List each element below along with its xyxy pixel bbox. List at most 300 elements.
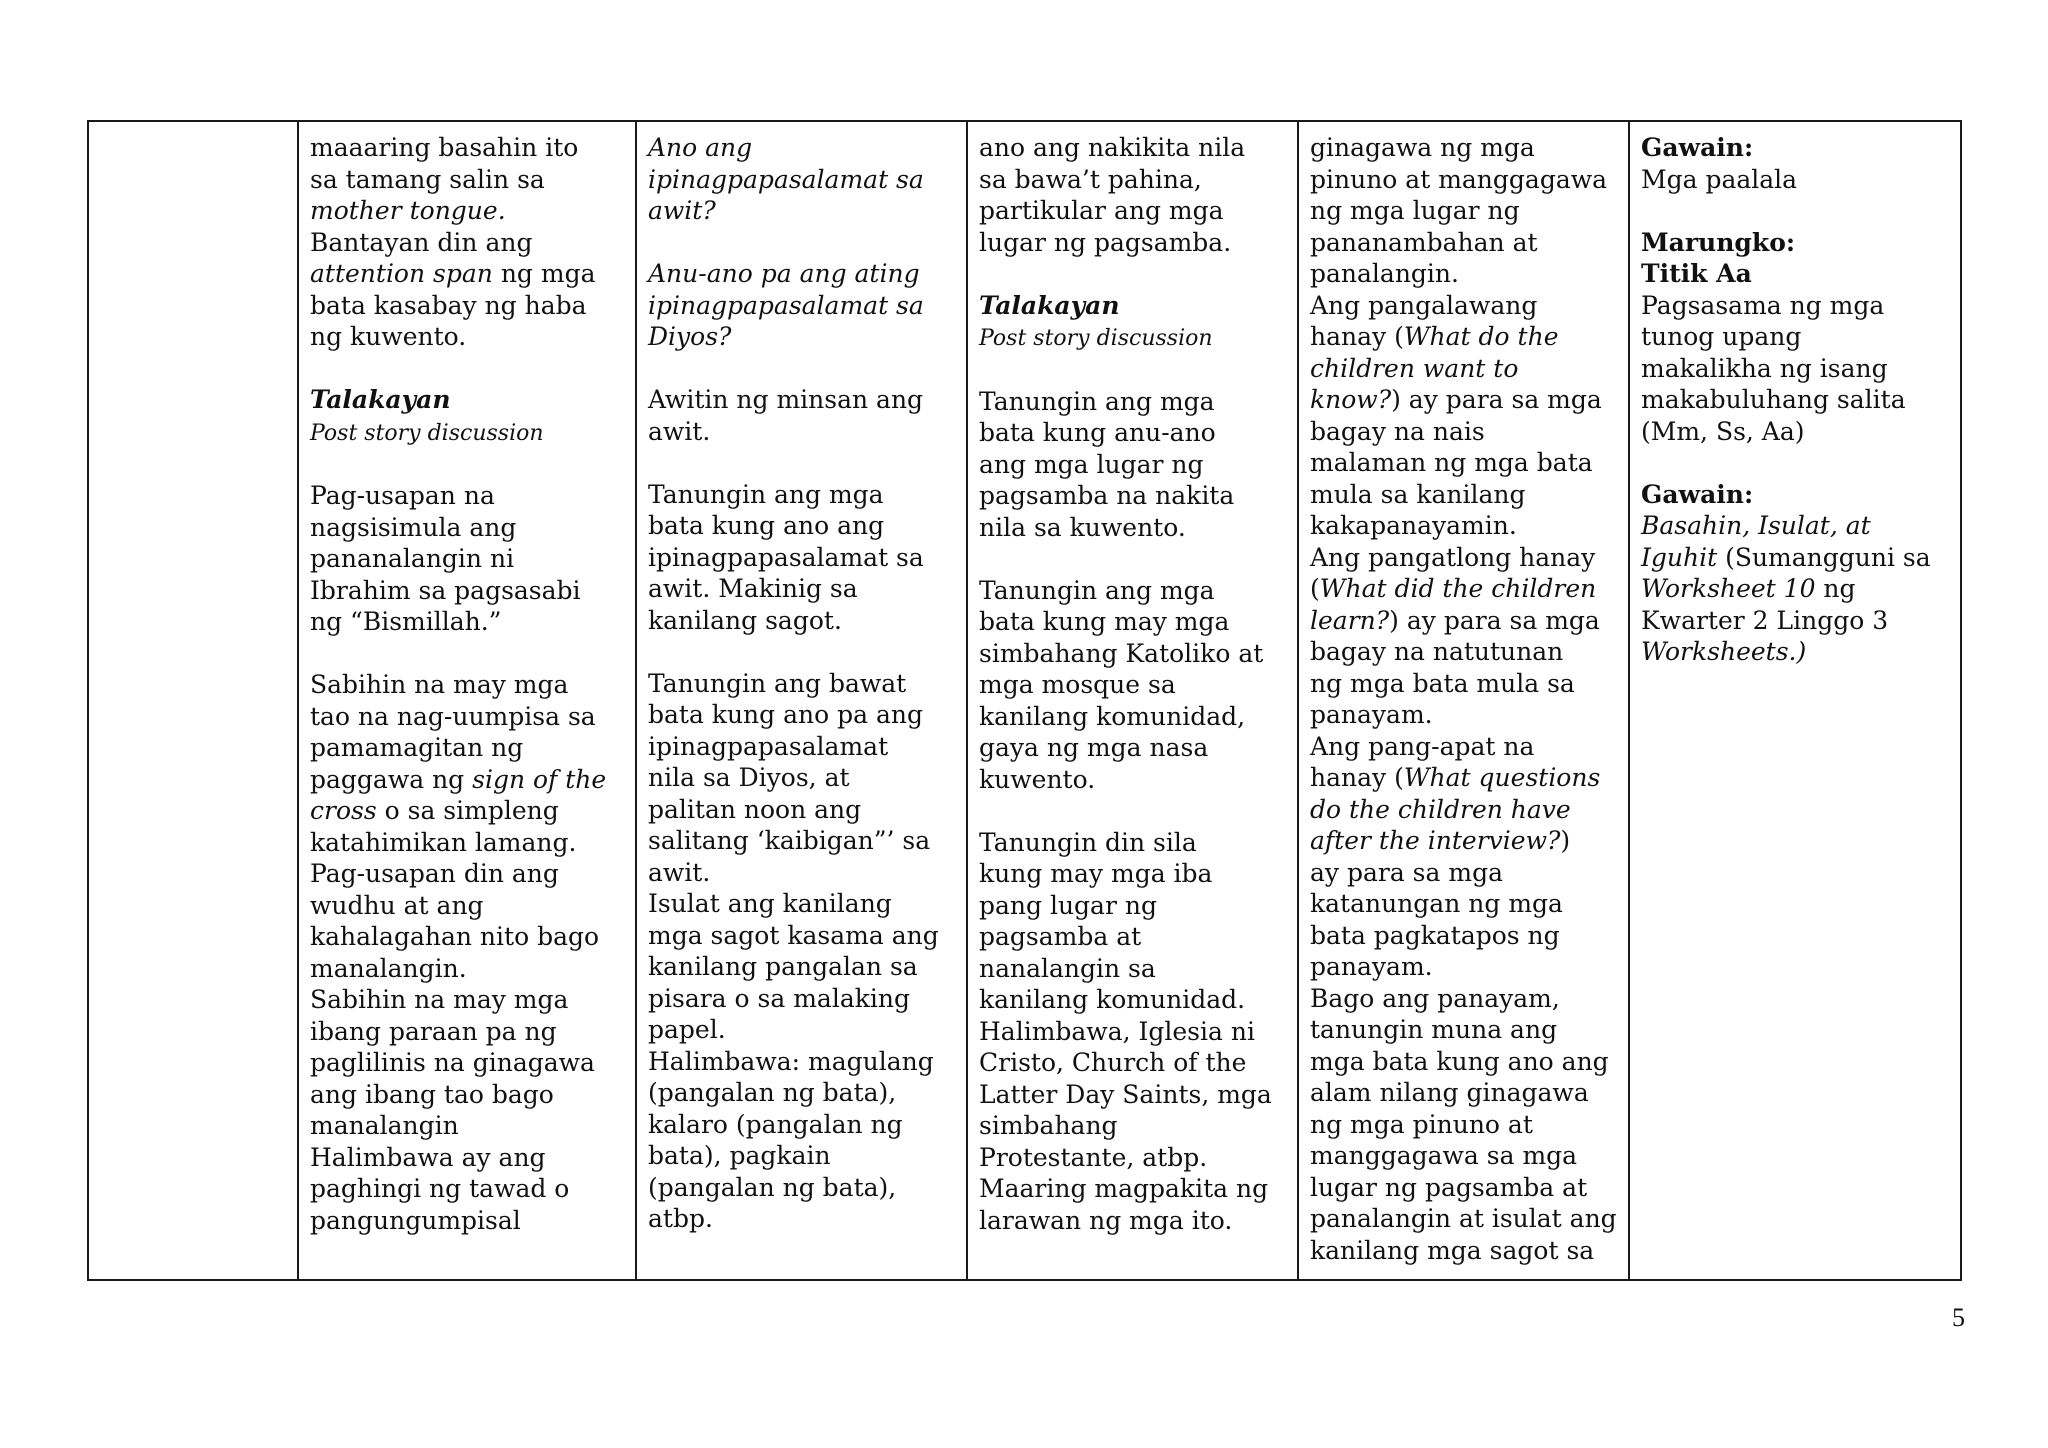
text-run: simbahang <box>979 1111 1118 1140</box>
text-run: Post story discussion <box>310 420 544 446</box>
text-line <box>1641 164 1950 196</box>
text-line <box>979 1205 1287 1237</box>
table-cell-blank <box>88 121 298 1280</box>
text-line <box>310 543 625 575</box>
text-line <box>648 195 956 227</box>
text-line <box>1310 1046 1618 1078</box>
text-run: Pagsasama ng mga <box>1641 290 1885 320</box>
text-line <box>979 1173 1287 1205</box>
text-run: Isulat ang kanilang <box>648 889 892 918</box>
text-run: Latter Day Saints, mga <box>979 1079 1272 1109</box>
text-line <box>310 669 625 701</box>
text-run: Sabihin na may mga <box>310 985 569 1014</box>
text-run: Mga paalala <box>1641 164 1798 194</box>
text-line <box>1641 573 1950 605</box>
text-line <box>1641 132 1950 164</box>
text-line <box>979 164 1287 196</box>
text-line <box>648 1109 956 1141</box>
text-line <box>1310 258 1618 290</box>
text-line <box>979 1047 1287 1079</box>
text-run: Tanungin ang bawat <box>648 668 907 698</box>
text-line <box>979 638 1287 670</box>
text-line <box>1310 1235 1618 1267</box>
text-line <box>1310 605 1618 637</box>
text-run: cross <box>310 796 377 825</box>
text-line <box>1310 384 1618 416</box>
text-run: ) ay para sa mga <box>1391 385 1602 414</box>
text-run: attention span <box>310 259 493 288</box>
text-line <box>310 195 625 227</box>
text-run: salitang ‘kaibigan”’ sa <box>648 826 931 855</box>
text-line <box>1641 290 1950 322</box>
text-run: Ang pangalawang <box>1310 290 1538 320</box>
text-run: Gawain: <box>1641 479 1754 509</box>
text-run: sign of the <box>472 764 607 794</box>
table-cell-column-6 <box>1629 121 1961 1280</box>
text-run: makalikha ng isang <box>1641 353 1888 383</box>
text-run: What do the <box>1403 322 1559 351</box>
text-line <box>310 1047 625 1079</box>
text-run: mga mosque sa <box>979 670 1176 699</box>
text-line <box>1310 951 1618 983</box>
text-line <box>648 416 956 448</box>
text-line <box>1310 321 1618 353</box>
text-line <box>1310 983 1618 1015</box>
text-line <box>1310 132 1618 164</box>
text-run: sa tamang salin sa <box>310 164 545 194</box>
text-run: ay para sa mga <box>1310 857 1503 887</box>
text-run: nagsisimula ang <box>310 512 517 542</box>
text-run: bata pagkatapos ng <box>1310 920 1560 950</box>
text-run: ng mga pinuno at <box>1310 1109 1533 1139</box>
text-line <box>1310 699 1618 731</box>
text-line <box>648 1203 956 1235</box>
text-run: hanay ( <box>1310 322 1404 351</box>
text-run: Pag-usapan din ang <box>310 859 559 888</box>
text-run: Titik Aa <box>1641 259 1752 288</box>
text-line <box>979 764 1287 796</box>
text-run: manalangin <box>310 1111 459 1140</box>
text-run: paghingi ng tawad o <box>310 1174 570 1203</box>
text-line <box>648 1172 956 1204</box>
text-run: mga bata kung ano ang <box>1310 1046 1609 1076</box>
text-line <box>1641 353 1950 385</box>
text-run: partikular ang mga <box>979 196 1224 225</box>
text-line <box>648 132 956 164</box>
text-run: Awitin ng minsan ang <box>648 385 924 414</box>
text-run: Maaring magpakita ng <box>979 1174 1269 1203</box>
text-line <box>310 321 625 353</box>
text-run: mga sagot kasama ang <box>648 920 939 950</box>
text-run: Sabihin na may mga <box>310 670 569 699</box>
text-run: katahimikan lamang. <box>310 827 577 857</box>
text-run: Ang pang-apat na <box>1310 731 1535 761</box>
text-run: ang ibang tao bago <box>310 1079 554 1109</box>
text-run: Tanungin ang mga <box>979 575 1215 605</box>
text-run: Protestante, atbp. <box>979 1142 1208 1172</box>
text-run: ng mga bata mula sa <box>1310 668 1575 698</box>
text-line <box>979 417 1287 449</box>
text-run: lugar ng pagsamba. <box>979 227 1232 257</box>
text-run: bata kung ano ang <box>648 511 885 540</box>
blank-line <box>648 636 956 668</box>
text-line <box>648 794 956 826</box>
text-line <box>310 290 625 322</box>
text-run: Tanungin ang mga <box>648 479 884 509</box>
text-run: Post story discussion <box>979 326 1213 351</box>
text-run: bata kung ano pa ang <box>648 700 923 729</box>
text-run: Kwarter 2 Linggo 3 <box>1641 605 1889 635</box>
text-line <box>1641 384 1950 416</box>
text-line <box>1310 1109 1618 1141</box>
text-run: larawan ng mga ito. <box>979 1205 1233 1235</box>
table-cell-column-5 <box>1298 121 1629 1280</box>
text-run: ng mga <box>492 259 596 288</box>
text-line <box>979 1110 1287 1142</box>
text-run: ang mga lugar ng <box>979 449 1204 479</box>
text-run: Talakayan <box>310 385 451 414</box>
text-run: What questions <box>1403 763 1601 792</box>
text-line <box>1310 227 1618 259</box>
text-run: paggawa ng <box>310 764 473 794</box>
text-line <box>648 1140 956 1172</box>
text-run: gaya ng mga nasa <box>979 733 1209 762</box>
blank-line <box>979 258 1287 290</box>
text-line <box>310 827 625 859</box>
text-run: awit. Makinig sa <box>648 574 858 603</box>
table-cell-column-2 <box>298 121 636 1280</box>
text-line <box>310 701 625 733</box>
text-run: tunog upang <box>1641 322 1802 351</box>
text-run: children want to <box>1310 353 1519 383</box>
text-line <box>1310 164 1618 196</box>
text-run: Diyos? <box>648 322 732 351</box>
text-line <box>648 573 956 605</box>
text-run: do the children have <box>1310 794 1571 824</box>
text-run: manggagawa sa mga <box>1310 1141 1578 1170</box>
text-line <box>979 732 1287 764</box>
text-run: pananalangin ni <box>310 544 515 573</box>
text-line <box>1641 416 1950 448</box>
text-line <box>1310 636 1618 668</box>
text-run: pinuno at manggagawa <box>1310 164 1608 194</box>
text-line <box>310 227 625 259</box>
text-line <box>648 983 956 1015</box>
text-run: papel. <box>648 1015 726 1044</box>
text-line <box>979 701 1287 733</box>
text-line <box>648 1014 956 1046</box>
text-run: palitan noon ang <box>648 794 862 824</box>
text-line <box>310 575 625 607</box>
text-run: ng <box>1815 574 1856 603</box>
text-line <box>648 605 956 637</box>
text-line <box>310 953 625 985</box>
text-run: (Mm, Ss, Aa) <box>1641 416 1805 446</box>
text-run: pananambahan at <box>1310 227 1538 257</box>
text-line <box>648 479 956 511</box>
text-line <box>310 921 625 953</box>
text-line <box>648 731 956 763</box>
text-line <box>1310 888 1618 920</box>
text-run: manalangin. <box>310 953 467 983</box>
text-run: bata), pagkain <box>648 1141 831 1170</box>
text-run: pagsamba na nakita <box>979 481 1235 510</box>
text-line <box>1641 479 1950 511</box>
text-run: sa bawa’t pahina, <box>979 164 1202 194</box>
text-run: nila sa kuwento. <box>979 512 1186 542</box>
text-run: pisara o sa malaking <box>648 983 910 1013</box>
text-line <box>310 1110 625 1142</box>
text-line <box>979 195 1287 227</box>
text-run: awit? <box>648 196 716 225</box>
text-line <box>1641 636 1950 668</box>
text-run: pagsamba at <box>979 922 1142 951</box>
text-line <box>1310 290 1618 322</box>
text-line <box>648 668 956 700</box>
text-run: Basahin, Isulat, at <box>1641 511 1871 540</box>
text-run: ginagawa ng mga <box>1310 133 1535 162</box>
text-line <box>1641 321 1950 353</box>
text-run: kanilang pangalan sa <box>648 952 918 981</box>
text-line <box>648 1046 956 1078</box>
text-run: panalangin. <box>1310 259 1459 288</box>
text-line <box>310 732 625 764</box>
text-line <box>1310 857 1618 889</box>
text-line <box>1310 1140 1618 1172</box>
text-line <box>310 1016 625 1048</box>
text-line <box>1310 510 1618 542</box>
text-line <box>648 290 956 322</box>
text-line <box>1310 794 1618 826</box>
text-line <box>1310 1014 1618 1046</box>
text-line <box>979 1016 1287 1048</box>
text-run: (pangalan ng bata), <box>648 1172 897 1202</box>
text-run: simbahang Katoliko at <box>979 638 1264 668</box>
text-run: bata kung may mga <box>979 607 1230 636</box>
text-line <box>1310 542 1618 574</box>
text-line <box>979 227 1287 259</box>
text-run: Worksheets.) <box>1641 637 1807 666</box>
text-run: ng mga lugar ng <box>1310 196 1520 225</box>
blank-line <box>310 638 625 670</box>
text-line <box>648 857 956 889</box>
text-run: Halimbawa ay ang <box>310 1142 546 1172</box>
text-line <box>1641 227 1950 259</box>
text-run: Halimbawa: magulang <box>648 1046 934 1076</box>
text-run: Tanungin ang mga <box>979 386 1215 416</box>
text-line <box>979 827 1287 859</box>
text-run: ng “Bismillah.” <box>310 607 502 636</box>
lesson-plan-table <box>87 120 1962 1281</box>
text-line <box>310 890 625 922</box>
text-run: paglilinis na ginagawa <box>310 1048 595 1077</box>
text-line <box>310 1079 625 1111</box>
text-run: ipinagpapasalamat sa <box>648 542 924 572</box>
text-line <box>1641 258 1950 290</box>
text-run: pangungumpisal <box>310 1205 521 1235</box>
text-line <box>1310 825 1618 857</box>
text-run: kanilang komunidad. <box>979 985 1246 1014</box>
page-number: 5 <box>1952 1303 1965 1332</box>
text-line <box>1310 573 1618 605</box>
text-line <box>979 1079 1287 1111</box>
text-run: know? <box>1310 385 1392 414</box>
text-run: o sa simpleng <box>376 796 559 825</box>
text-run: kalaro (pangalan ng <box>648 1109 903 1139</box>
text-run: nanalangin sa <box>979 953 1156 983</box>
text-line <box>979 921 1287 953</box>
text-line <box>1310 731 1618 763</box>
text-run: ibang paraan pa ng <box>310 1016 557 1046</box>
text-line <box>1310 1077 1618 1109</box>
text-line <box>1641 605 1950 637</box>
text-line <box>310 858 625 890</box>
text-line <box>1310 920 1618 952</box>
text-run: bagay na natutunan <box>1310 637 1564 666</box>
text-line <box>310 132 625 164</box>
text-run: ano ang nakikita nila <box>979 133 1246 162</box>
text-line <box>648 888 956 920</box>
text-line <box>979 575 1287 607</box>
text-line <box>1310 479 1618 511</box>
table-cell-column-4 <box>967 121 1298 1280</box>
text-line <box>979 132 1287 164</box>
text-run: mother tongue. <box>310 196 506 225</box>
text-run: Marungko: <box>1641 227 1796 257</box>
text-run: kuwento. <box>979 764 1096 794</box>
text-run: Pag-usapan na <box>310 481 495 510</box>
text-line <box>310 764 625 796</box>
text-line <box>1310 416 1618 448</box>
text-line <box>310 164 625 196</box>
text-run: panalangin at isulat ang <box>1310 1204 1617 1233</box>
text-run: after the interview? <box>1310 826 1561 855</box>
text-run: learn? <box>1310 605 1390 635</box>
blank-line <box>1641 447 1950 479</box>
text-line <box>648 542 956 574</box>
text-line <box>648 762 956 794</box>
blank-line <box>310 449 625 481</box>
text-line <box>1310 668 1618 700</box>
text-run: Cristo, Church of the <box>979 1048 1247 1077</box>
text-line <box>979 984 1287 1016</box>
blank-line <box>979 543 1287 575</box>
text-run: Talakayan <box>979 290 1120 320</box>
text-line <box>310 984 625 1016</box>
text-run: panayam. <box>1310 952 1433 981</box>
text-line <box>310 606 625 638</box>
text-line <box>310 1205 625 1237</box>
text-line <box>648 321 956 353</box>
text-run: Anu-ano pa ang ating <box>648 259 920 288</box>
text-run: Iguhit <box>1641 542 1718 572</box>
text-run: lugar ng pagsamba at <box>1310 1172 1588 1202</box>
blank-line <box>648 353 956 385</box>
text-run: Ano ang <box>648 133 753 162</box>
text-line <box>979 480 1287 512</box>
text-line <box>1310 1172 1618 1204</box>
text-line <box>648 951 956 983</box>
text-run: pang lugar ng <box>979 890 1157 920</box>
text-run: atbp. <box>648 1204 713 1233</box>
text-run: kanilang sagot. <box>648 605 842 635</box>
text-run: Tanungin din sila <box>979 827 1197 857</box>
text-run: mula sa kanilang <box>1310 479 1526 509</box>
text-run: Halimbawa, Iglesia ni <box>979 1016 1255 1046</box>
text-line <box>979 449 1287 481</box>
text-line <box>979 890 1287 922</box>
text-run: awit. <box>648 416 711 446</box>
text-run: ( <box>1310 574 1320 603</box>
text-run: ng kuwento. <box>310 322 467 351</box>
text-line <box>648 258 956 290</box>
text-run: Gawain: <box>1641 133 1754 162</box>
text-line <box>648 384 956 416</box>
text-line <box>1641 542 1950 574</box>
text-run: ) <box>1560 826 1571 855</box>
text-run: panayam. <box>1310 700 1433 729</box>
blank-line <box>979 354 1287 386</box>
text-run: ipinagpapasalamat sa <box>648 290 924 320</box>
text-line <box>310 480 625 512</box>
text-line <box>1310 195 1618 227</box>
text-run: ipinagpapasalamat <box>648 731 889 761</box>
table-cell-column-3 <box>636 121 967 1280</box>
text-run: bagay na nais <box>1310 416 1485 446</box>
text-run: Ang pangatlong hanay <box>1310 542 1596 572</box>
text-line <box>648 1077 956 1109</box>
text-run: hanay ( <box>1310 763 1404 792</box>
blank-line <box>1641 195 1950 227</box>
text-line <box>979 386 1287 418</box>
text-run: nila sa Diyos, at <box>648 763 850 792</box>
text-line <box>1641 510 1950 542</box>
text-run: kanilang mga sagot sa <box>1310 1235 1595 1265</box>
text-line <box>979 321 1287 354</box>
text-run: (pangalan ng bata), <box>648 1078 897 1107</box>
text-run: maaaring basahin ito <box>310 133 579 162</box>
text-line <box>1310 762 1618 794</box>
text-line <box>1310 447 1618 479</box>
text-line <box>310 1173 625 1205</box>
text-run: kung may mga iba <box>979 859 1213 888</box>
text-line <box>979 290 1287 322</box>
text-line <box>310 1142 625 1174</box>
text-run: ) ay para sa mga <box>1389 605 1600 635</box>
text-run: Ibrahim sa pagsasabi <box>310 575 581 605</box>
text-line <box>1310 1203 1618 1235</box>
text-run: tao na nag-uumpisa sa <box>310 701 596 731</box>
text-line <box>1310 353 1618 385</box>
text-line <box>310 384 625 416</box>
text-line <box>648 164 956 196</box>
text-line <box>979 953 1287 985</box>
text-run: bata kung anu-ano <box>979 418 1216 447</box>
text-run: What did the children <box>1319 574 1597 603</box>
text-run: Worksheet 10 <box>1641 574 1816 603</box>
text-line <box>979 512 1287 544</box>
text-line <box>310 258 625 290</box>
text-run: (Sumangguni sa <box>1717 542 1931 572</box>
blank-line <box>979 795 1287 827</box>
blank-line <box>310 353 625 385</box>
text-run: alam nilang ginagawa <box>1310 1078 1589 1107</box>
text-line <box>310 512 625 544</box>
text-line <box>979 1142 1287 1174</box>
text-line <box>979 858 1287 890</box>
text-run: Bantayan din ang <box>310 227 533 257</box>
text-run: kahalagahan nito bago <box>310 922 600 951</box>
